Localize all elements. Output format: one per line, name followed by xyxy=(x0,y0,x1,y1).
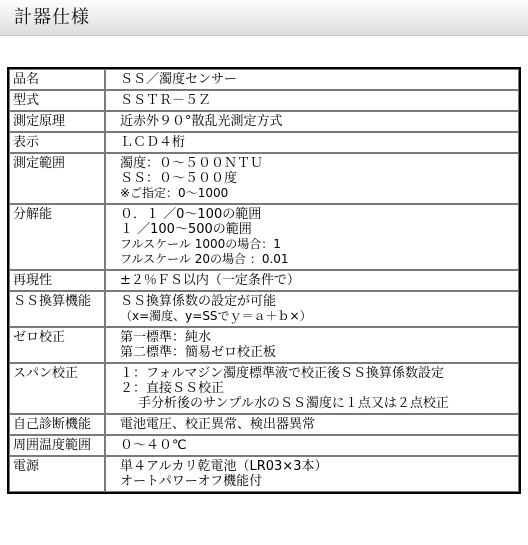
spec-value-line: ＳＳ／濁度センサー xyxy=(120,72,238,87)
spec-value-line: ＬＣＤ４桁 xyxy=(120,135,186,150)
spec-value-line: ※ご指定：0～1000 xyxy=(120,186,229,200)
spec-row-product-name xyxy=(9,69,519,90)
spec-value xyxy=(105,327,519,363)
spec-value xyxy=(105,90,519,111)
spec-label: 分解能 xyxy=(9,204,105,270)
spec-row-model xyxy=(9,90,519,111)
spec-row-ambient-temperature xyxy=(9,435,519,456)
spec-value-line: 第一標準：純水 xyxy=(120,330,212,345)
spec-row-range xyxy=(9,153,519,204)
spec-value xyxy=(105,291,519,327)
spec-label: 測定原理 xyxy=(9,111,105,132)
page-header xyxy=(0,0,528,36)
spec-label: 自己診断機能 xyxy=(9,414,105,435)
spec-value-line: ０．１ ／0～100の範囲 xyxy=(120,207,262,222)
spec-value-line: 単４アルカリ乾電池（LR03×3本） xyxy=(120,459,328,474)
spec-value xyxy=(105,111,519,132)
spec-value xyxy=(105,153,519,204)
spec-label: 周囲温度範囲 xyxy=(9,435,105,456)
spec-row-repeatability xyxy=(9,270,519,291)
spec-value xyxy=(105,414,519,435)
spec-row-principle xyxy=(9,111,519,132)
spec-table xyxy=(7,67,521,494)
spec-value-line: 手分析後のサンプル水のＳＳ濁度に１点又は２点校正 xyxy=(138,396,449,411)
spec-row-zero-calibration xyxy=(9,327,519,363)
spec-value-line: ＳＳ換算係数の設定が可能 xyxy=(120,294,277,309)
spec-row-display xyxy=(9,132,519,153)
spec-value-line: 第二標準：簡易ゼロ校正板 xyxy=(120,345,277,360)
spec-row-self-diagnosis xyxy=(9,414,519,435)
spec-value-line: ＳＳ：０～５００度 xyxy=(120,171,238,186)
spec-value-line: 濁度：０～５００ＮＴＵ xyxy=(120,156,264,171)
spec-value-line: オートパワーオフ機能付 xyxy=(120,474,263,489)
spec-label: スパン校正 xyxy=(9,363,105,414)
spec-value xyxy=(105,69,519,90)
spec-label: 型式 xyxy=(9,90,105,111)
spec-label: ゼロ校正 xyxy=(9,327,105,363)
spec-value-line: フルスケール 1000の場合：1 xyxy=(120,237,281,251)
spec-label: ＳＳ換算機能 xyxy=(9,291,105,327)
spec-label: 品名 xyxy=(9,69,105,90)
spec-value-line: ２：直接ＳＳ校正 xyxy=(120,381,225,396)
spec-value-line: ±２％ＦＳ以内（一定条件で） xyxy=(120,273,300,288)
spec-value-line: １：フォルマジン濁度標準液で校正後ＳＳ換算係数設定 xyxy=(120,366,445,381)
spec-value xyxy=(105,456,519,492)
spec-row-ss-conversion xyxy=(9,291,519,327)
spec-value-line: 近赤外９０°散乱光測定方式 xyxy=(120,114,283,129)
spec-value xyxy=(105,204,519,270)
spec-value-line: ０～４０℃ xyxy=(120,438,187,453)
spec-value-line: フルスケール 20の場合 ：0.01 xyxy=(120,252,289,266)
spec-row-resolution xyxy=(9,204,519,270)
spec-value-line: 電池電圧、校正異常、検出器異常 xyxy=(120,417,316,432)
spec-value xyxy=(105,363,519,414)
spec-label: 表示 xyxy=(9,132,105,153)
spec-row-span-calibration xyxy=(9,363,519,414)
spec-label: 再現性 xyxy=(9,270,105,291)
spec-label: 測定範囲 xyxy=(9,153,105,204)
spec-value xyxy=(105,132,519,153)
spec-row-power-supply xyxy=(9,456,519,492)
spec-value-line: （x=濁度、y=SSでｙ＝ａ＋ｂ×） xyxy=(120,309,312,323)
page-title: 計器仕様 xyxy=(14,7,90,28)
spec-value xyxy=(105,435,519,456)
spec-label: 電源 xyxy=(9,456,105,492)
spec-value-line: ＳＳＴＲ－５Ｚ xyxy=(120,93,212,108)
spec-value xyxy=(105,270,519,291)
spec-value-line: １ ／100～500の範囲 xyxy=(120,222,252,237)
